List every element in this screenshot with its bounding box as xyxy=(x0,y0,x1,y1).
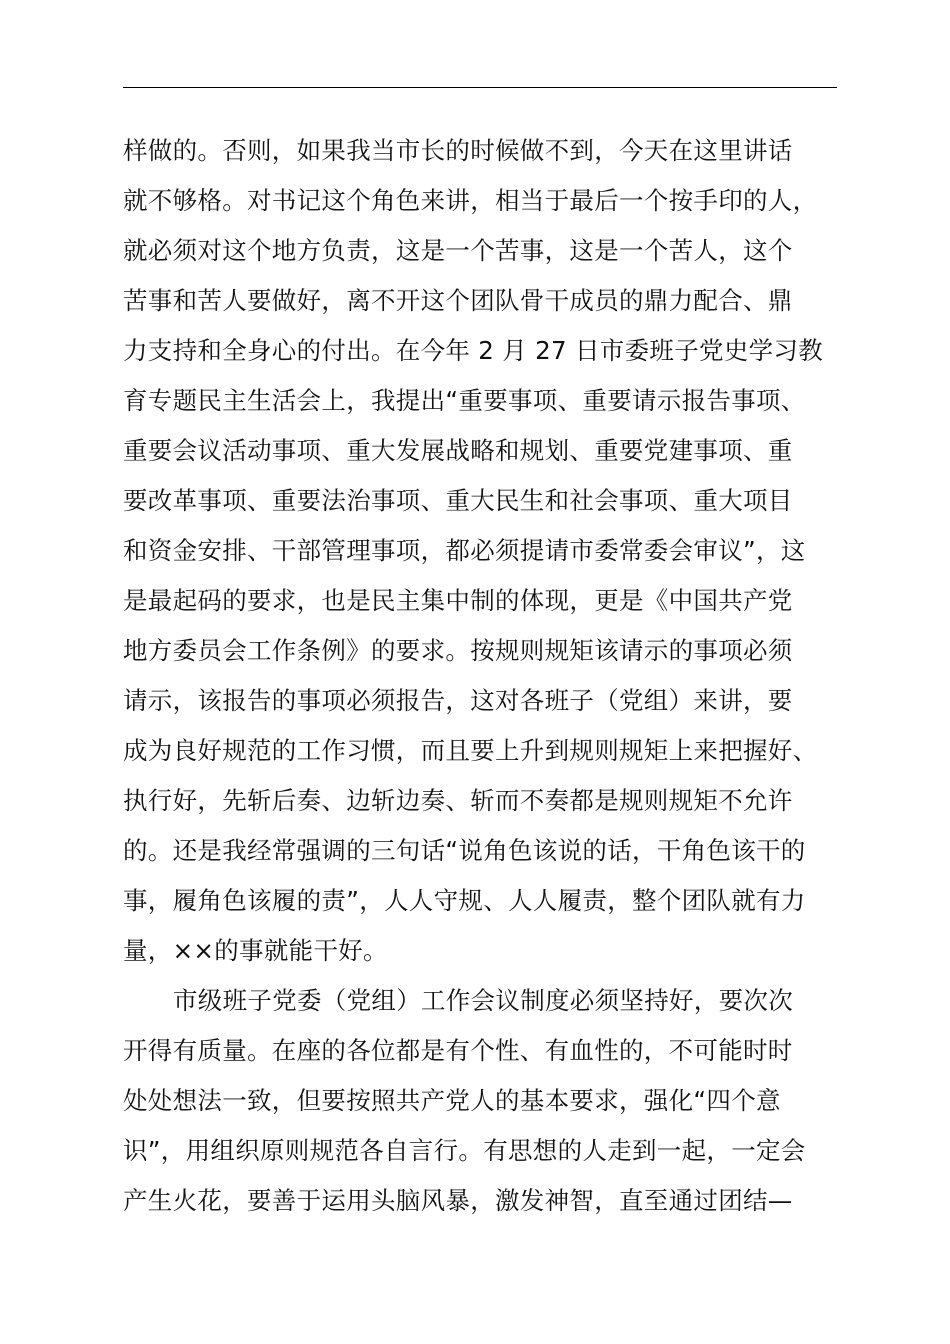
text-line: 地方委员会工作条例》的要求。按规则规矩该请示的事项必须 xyxy=(123,636,793,665)
text-line: 力支持和全身心的付出。在今年 2 月 27 日市委班子党史学习教 xyxy=(123,336,824,365)
text-line: 育专题民主生活会上，我提出“重要事项、重要请示报告事项、 xyxy=(123,386,806,415)
text-line: 的。还是我经常强调的三句话“说角色该说的话，干角色该干的 xyxy=(123,836,806,865)
text-line: 成为良好规范的工作习惯，而且要上升到规则规矩上来把握好、 xyxy=(123,736,818,765)
text-line: 产生火花，要善于运用头脑风暴，激发神智，直至通过团结— xyxy=(123,1186,793,1215)
text-line: 开得有质量。在座的各位都是有个性、有血性的，不可能时时 xyxy=(123,1036,793,1065)
text-line: 请示，该报告的事项必须报告，这对各班子（党组）来讲，要 xyxy=(123,686,793,715)
text-line: 量，××的事就能干好。 xyxy=(123,936,388,965)
text-line: 苦事和苦人要做好，离不开这个团队骨干成员的鼎力配合、鼎 xyxy=(123,286,793,315)
header-rule xyxy=(123,87,837,88)
text-line: 就不够格。对书记这个角色来讲，相当于最后一个按手印的人， xyxy=(123,186,818,215)
text-line: 样做的。否则，如果我当市长的时候做不到，今天在这里讲话 xyxy=(123,136,793,165)
text-line: 和资金安排、干部管理事项，都必须提请市委常委会审议”，这 xyxy=(123,536,806,565)
body-text xyxy=(123,126,837,1226)
text-line: 执行好，先斩后奏、边斩边奏、斩而不奏都是规则规矩不允许 xyxy=(123,786,793,815)
text-line: 事，履角色该履的责”，人人守规、人人履责，整个团队就有力 xyxy=(123,886,806,915)
text-line-first-indented: 市级班子党委（党组）工作会议制度必须坚持好，要次次 xyxy=(173,986,793,1015)
text-line: 是最起码的要求，也是民主集中制的体现，更是《中国共产党 xyxy=(123,586,793,615)
text-line: 处处想法一致，但要按照共产党人的基本要求，强化“四个意 xyxy=(123,1086,781,1115)
text-line: 就必须对这个地方负责，这是一个苦事，这是一个苦人，这个 xyxy=(123,236,793,265)
text-line: 要改革事项、重要法治事项、重大民生和社会事项、重大项目 xyxy=(123,486,793,515)
paragraph-1 xyxy=(123,126,837,976)
text-line: 识”，用组织原则规范各自言行。有思想的人走到一起，一定会 xyxy=(123,1136,806,1165)
text-line: 重要会议活动事项、重大发展战略和规划、重要党建事项、重 xyxy=(123,436,793,465)
paragraph-2 xyxy=(123,976,837,1226)
